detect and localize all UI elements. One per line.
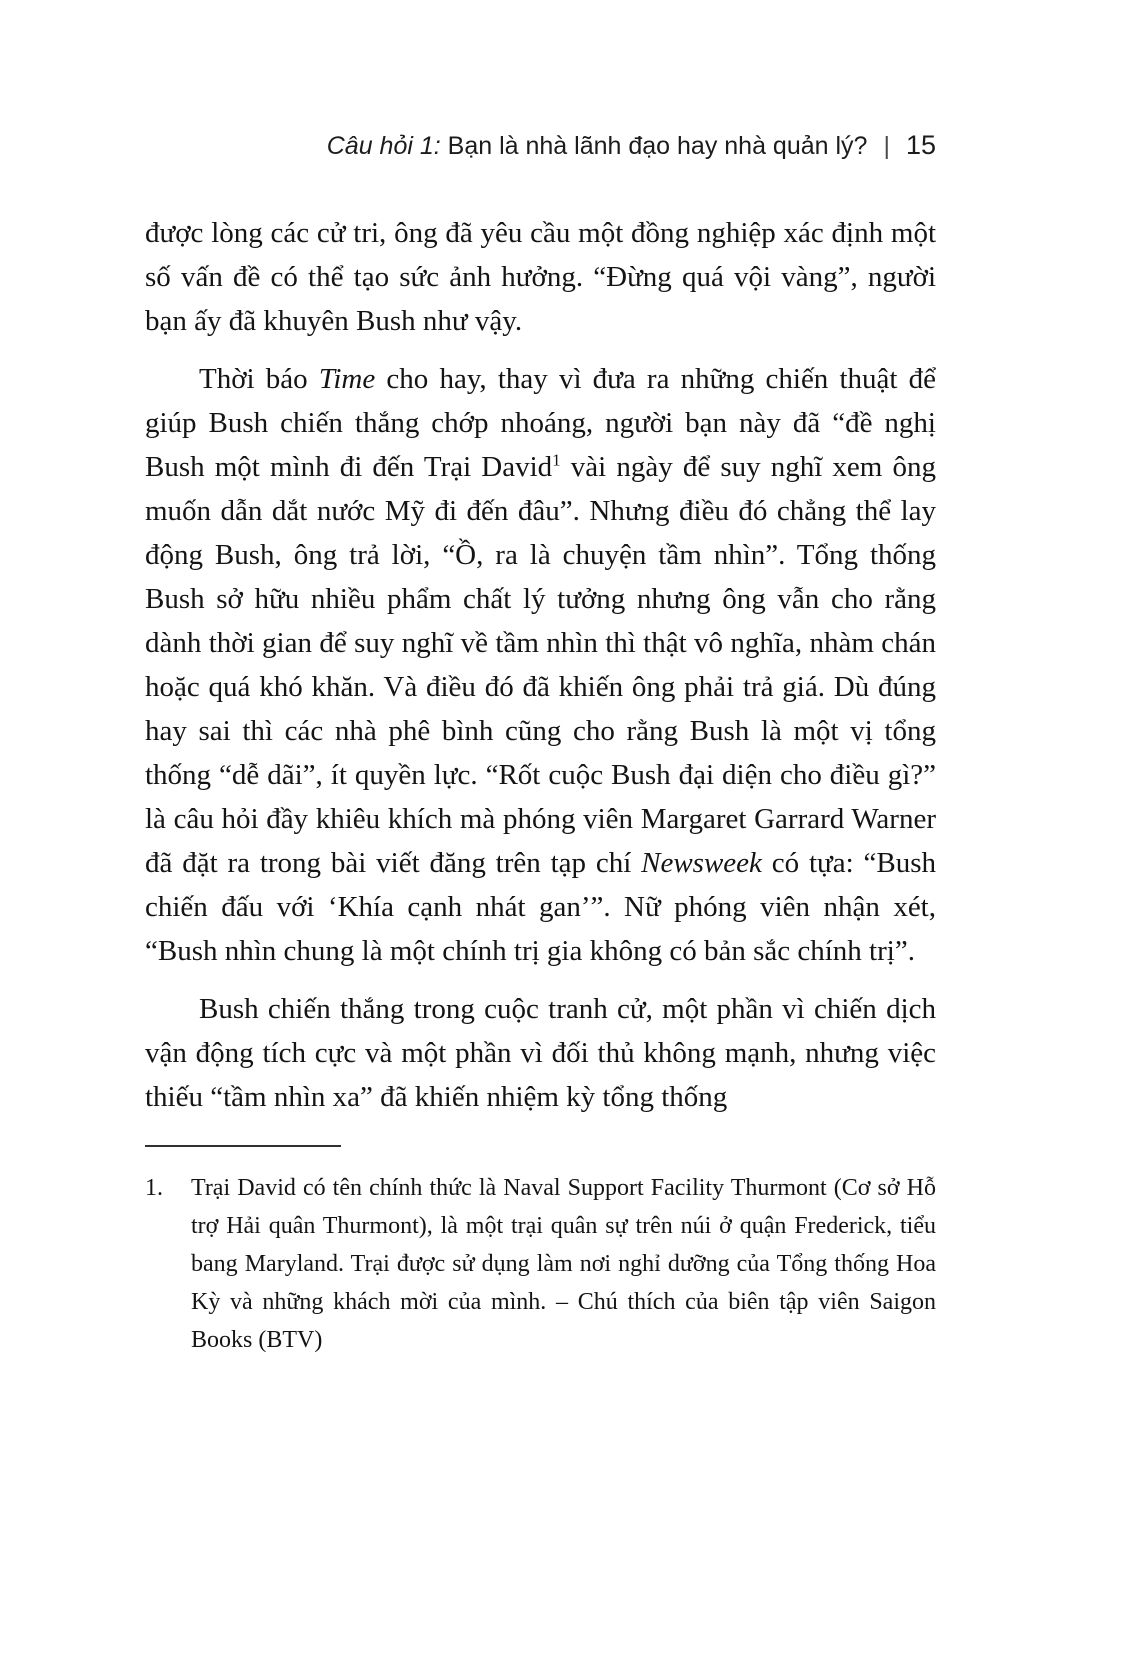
text-run: Thời báo bbox=[199, 363, 319, 395]
page-number: 15 bbox=[905, 130, 936, 160]
paragraph bbox=[145, 357, 936, 973]
text-run: được lòng các cử tri, ông đã yêu cầu một đồng nghiệp xác định một số vấn đề có thể tạo sức ảnh hưởng. “Đừng quá vội vàng”, người bạn ấy đã khuyên Bush như vậy. bbox=[145, 217, 936, 337]
paragraph bbox=[145, 987, 936, 1119]
text-run: vài ngày để suy nghĩ xem ông muốn dẫn dắt nước Mỹ đi đến đâu”. Nhưng điều đó chẳng thể lay động Bush, ông trả lời, “Ồ, ra là chuyện tầm nhìn”. Tổng thống Bush sở hữu nhiều phẩm chất lý tưởng nhưng ông vẫn cho rằng dành thời gian để suy nghĩ về tầm nhìn thì thật vô nghĩa, nhàm chán hoặc quá khó khăn. Và điều đó đã khiến ông phải trả giá. Dù đúng hay sai thì các nhà phê bình cũng cho rằng Bush là một vị tổng thống “dễ dãi”, ít quyền lực. “Rốt cuộc Bush đại diện cho điều gì?” là câu hỏi đầy khiêu khích mà phóng viên Margaret Garrard Warner đã đặt ra trong bài viết đăng trên tạp chí bbox=[145, 451, 936, 879]
text-run: Bush chiến thắng trong cuộc tranh cử, một phần vì chiến dịch vận động tích cực và một phần vì đối thủ không mạnh, nhưng việc thiếu “tầm nhìn xa” đã khiến nhiệm kỳ tổng thống bbox=[145, 993, 936, 1113]
footnote bbox=[145, 1169, 936, 1359]
chapter-label: Câu hỏi 1: bbox=[326, 132, 441, 160]
header-divider: | bbox=[883, 132, 890, 160]
body-paragraphs bbox=[145, 211, 936, 1119]
paragraph bbox=[145, 211, 936, 343]
text-run: cho hay, thay vì đưa ra những chiến thuật để giúp Bush chiến thắng chớp nhoáng, người bạn này đã “đề nghị Bush một mình đi đến Trại David bbox=[145, 363, 937, 483]
text-run: có tựa: “Bush chiến đấu với ‘Khía cạnh nhát gan’”. Nữ phóng viên nhận xét, “Bush nhìn chung là một chính trị gia không có bản sắc chính trị”. bbox=[145, 847, 936, 967]
italic-text: Newsweek bbox=[641, 847, 762, 879]
footnote-text: Trại David có tên chính thức là Naval Support Facility Thurmont (Cơ sở Hỗ trợ Hải quân Thurmont), là một trại quân sự trên núi ở quận Frederick, tiểu bang Maryland. Trại được sử dụng làm nơi nghỉ dưỡng của Tổng thống Hoa Kỳ và những khách mời của mình. – Chú thích của biên tập viên Saigon Books (BTV) bbox=[191, 1175, 936, 1353]
chapter-title: Bạn là nhà lãnh đạo hay nhà quản lý? bbox=[440, 132, 868, 160]
footnote-number: 1. bbox=[145, 1175, 163, 1201]
footnote-ref: 1 bbox=[552, 450, 561, 470]
italic-text: Time bbox=[318, 363, 376, 395]
footnote-rule bbox=[145, 1145, 341, 1147]
running-head bbox=[145, 130, 936, 161]
